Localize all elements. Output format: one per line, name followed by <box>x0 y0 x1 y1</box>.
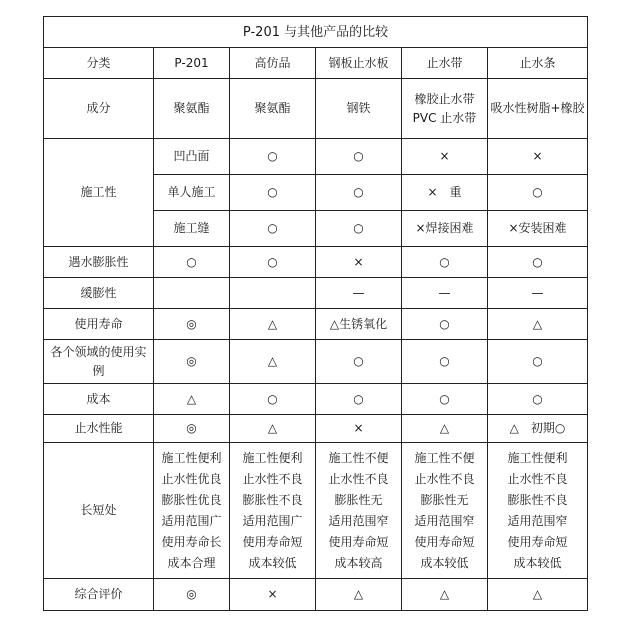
table-cell: ○ <box>402 384 488 415</box>
table-cell <box>230 278 316 309</box>
pros-cons-line: 成本较低 <box>248 555 297 570</box>
table-cell: △ <box>230 340 316 384</box>
row-label: 使用寿命 <box>44 309 154 340</box>
pros-cons-line: 施工性不便 <box>328 450 389 465</box>
table-cell <box>154 443 230 579</box>
waterstop-row <box>44 415 588 443</box>
table-cell: △ <box>316 579 402 611</box>
table-cell: ○ <box>402 309 488 340</box>
pros-cons-line: 适用范围窄 <box>414 513 475 528</box>
pros-cons-line: 膨胀性不良 <box>507 492 568 507</box>
sub-label: 凹凸面 <box>154 139 230 175</box>
table-cell: ○ <box>230 384 316 415</box>
row-label: 成本 <box>44 384 154 415</box>
table-cell: ◎ <box>154 415 230 443</box>
table-cell: ○ <box>230 175 316 211</box>
pros-cons-line: 止水性不良 <box>242 471 303 486</box>
table-cell: △ <box>230 415 316 443</box>
header-waterstop-band: 止水带 <box>402 48 488 79</box>
swelling-row <box>44 247 588 278</box>
pros-cons-line: 施工性便利 <box>242 450 303 465</box>
pros-cons-line: 使用寿命短 <box>328 534 389 549</box>
table-cell <box>402 443 488 579</box>
table-cell: ◎ <box>154 309 230 340</box>
pros-cons-line: 止水性不良 <box>507 471 568 486</box>
pros-cons-line: 使用寿命短 <box>414 534 475 549</box>
pros-cons-line: 成本合理 <box>167 555 216 570</box>
pros-cons-line: 成本较低 <box>420 555 469 570</box>
table-cell: ○ <box>402 247 488 278</box>
row-label: 综合评价 <box>44 579 154 611</box>
header-p201: P-201 <box>154 48 230 79</box>
table-title: P-201 与其他产品的比较 <box>44 17 588 48</box>
row-label: 缓膨性 <box>44 278 154 309</box>
table-cell: ○ <box>316 139 402 175</box>
row-label: 各个领域的使用实 例 <box>44 340 154 384</box>
sub-label: 单人施工 <box>154 175 230 211</box>
pros-cons-line: 适用范围广 <box>242 513 303 528</box>
header-steel-plate: 钢板止水板 <box>316 48 402 79</box>
table-cell: 聚氨酯 <box>230 79 316 139</box>
title-row <box>44 17 588 48</box>
pros-cons-line: 使用寿命短 <box>507 534 568 549</box>
table-cell: ○ <box>488 340 588 384</box>
slow-swelling-row <box>44 278 588 309</box>
pros-cons-line: 成本较高 <box>334 555 383 570</box>
row-label: 施工性 <box>44 139 154 247</box>
table-cell: ○ <box>316 384 402 415</box>
table-cell: × 重 <box>402 175 488 211</box>
pros-cons-line: 使用寿命长 <box>161 534 222 549</box>
table-cell <box>316 443 402 579</box>
table-cell: ○ <box>488 175 588 211</box>
pros-cons-line: 止水性优良 <box>161 471 222 486</box>
header-row <box>44 48 588 79</box>
table-cell: × <box>316 415 402 443</box>
pros-cons-line: 止水性不良 <box>414 471 475 486</box>
comparison-table <box>43 16 588 611</box>
table-cell: ◎ <box>154 340 230 384</box>
table-cell: ○ <box>402 340 488 384</box>
header-imitation: 高仿品 <box>230 48 316 79</box>
pros-cons-line: 施工性便利 <box>507 450 568 465</box>
pros-cons-line: 施工性便利 <box>161 450 222 465</box>
table-cell: ×安装困难 <box>488 211 588 247</box>
pros-cons-line: 适用范围窄 <box>507 513 568 528</box>
table-cell <box>154 278 230 309</box>
pros-cons-line: 膨胀性优良 <box>161 492 222 507</box>
table-cell <box>230 443 316 579</box>
header-category: 分类 <box>44 48 154 79</box>
table-cell: ○ <box>230 247 316 278</box>
pros-cons-line: 使用寿命短 <box>242 534 303 549</box>
table-cell: — <box>316 278 402 309</box>
table-cell: ○ <box>154 247 230 278</box>
table-cell: × <box>488 139 588 175</box>
table-cell: × <box>230 579 316 611</box>
table-cell: ○ <box>316 175 402 211</box>
table-cell: 橡胶止水带 PVC 止水带 <box>402 79 488 139</box>
table-cell: △ <box>402 579 488 611</box>
composition-row <box>44 79 588 139</box>
table-cell: △ 初期○ <box>488 415 588 443</box>
construction-row-1 <box>44 139 588 175</box>
table-cell: × <box>402 139 488 175</box>
pros-cons-line: 适用范围窄 <box>328 513 389 528</box>
pros-cons-line: 施工性不便 <box>414 450 475 465</box>
table-cell: ○ <box>316 340 402 384</box>
overall-row <box>44 579 588 611</box>
pros-cons-line: 止水性不良 <box>328 471 389 486</box>
table-cell: ○ <box>488 247 588 278</box>
pros-cons-line: 膨胀性无 <box>334 492 383 507</box>
table-cell <box>488 443 588 579</box>
table-cell: 钢铁 <box>316 79 402 139</box>
table-cell: △ <box>154 384 230 415</box>
service-life-row <box>44 309 588 340</box>
table-cell: ○ <box>316 211 402 247</box>
pros-cons-line: 膨胀性不良 <box>242 492 303 507</box>
row-label: 遇水膨胀性 <box>44 247 154 278</box>
table-cell: △ <box>402 415 488 443</box>
table-cell: ◎ <box>154 579 230 611</box>
row-label: 止水性能 <box>44 415 154 443</box>
table-cell: ○ <box>230 139 316 175</box>
table-cell: △生锈氧化 <box>316 309 402 340</box>
table-cell: △ <box>488 309 588 340</box>
table-cell: ○ <box>230 211 316 247</box>
table-cell: △ <box>230 309 316 340</box>
table-cell: ○ <box>488 384 588 415</box>
pros-cons-row <box>44 443 588 579</box>
table-cell: 吸水性树脂+橡胶 <box>488 79 588 139</box>
table-cell: △ <box>488 579 588 611</box>
pros-cons-line: 成本较低 <box>513 555 562 570</box>
table-cell: 聚氨酯 <box>154 79 230 139</box>
header-waterstop-strip: 止水条 <box>488 48 588 79</box>
table-cell: × <box>316 247 402 278</box>
table-cell: ×焊接困难 <box>402 211 488 247</box>
fields-row <box>44 340 588 384</box>
row-label: 成分 <box>44 79 154 139</box>
cost-row <box>44 384 588 415</box>
sub-label: 施工缝 <box>154 211 230 247</box>
row-label: 长短处 <box>44 443 154 579</box>
pros-cons-line: 适用范围广 <box>161 513 222 528</box>
table-cell: — <box>402 278 488 309</box>
pros-cons-line: 膨胀性无 <box>420 492 469 507</box>
table-cell: — <box>488 278 588 309</box>
